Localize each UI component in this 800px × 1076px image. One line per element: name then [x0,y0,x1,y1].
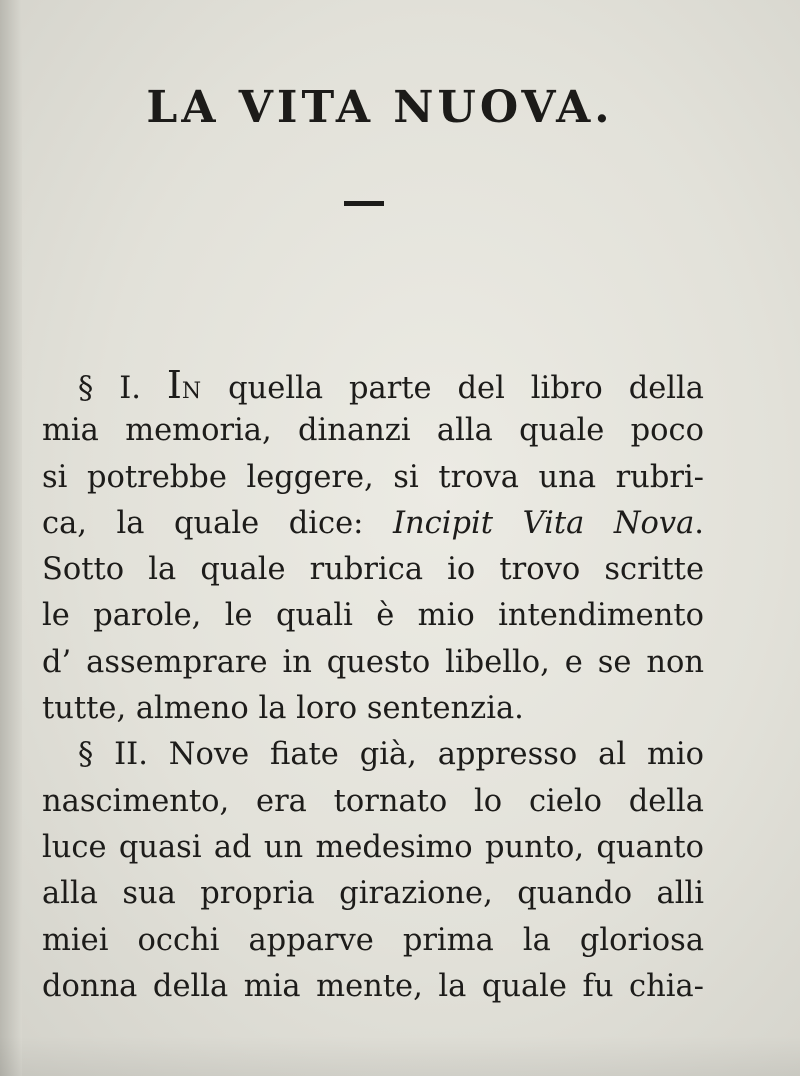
page-gutter-shadow [0,0,22,1076]
paragraph-1 [42,362,704,732]
line-text: . [694,505,704,541]
line-text: ca, la quale dice: [42,505,393,541]
text-line: mia memoria, dinanzi alla quale poco [42,413,704,449]
text-line [42,362,704,408]
text-line: miei occhi apparve prima la gloriosa [42,922,704,958]
page-bottom-shade [0,1036,800,1076]
line-text: quella parte del libro della [202,371,704,406]
text-line: Sotto la quale rubrica io trovo scritte [42,552,704,588]
italic-title: Incipit Vita Nova [392,505,695,541]
text-line: d’ assemprare in questo libello, e se non [42,644,704,680]
text-line: § II. Nove fiate già, appresso al mio [78,737,704,773]
text-line [42,501,704,547]
body-text [42,362,704,1010]
title-rule [344,201,384,206]
text-line: nascimento, era tornato lo cielo della [42,783,704,819]
text-line: si potrebbe leggere, si trova una rubri- [42,459,704,495]
text-line: alla sua propria girazione, quando alli [42,876,704,912]
drop-capital: I [166,363,182,407]
paragraph-2 [42,732,704,1010]
small-capital: N [181,379,203,404]
page-title: LA VITA NUOVA. [146,82,614,133]
text-line: donna della mia mente, la quale fu chia- [42,968,704,1004]
section-mark: § I. [78,371,167,406]
text-line: luce quasi ad un medesimo punto, quanto [42,829,704,865]
text-line: le parole, le quali è mio intendimento [42,598,704,634]
text-line: tutte, almeno la loro sentenzia. [42,691,524,727]
